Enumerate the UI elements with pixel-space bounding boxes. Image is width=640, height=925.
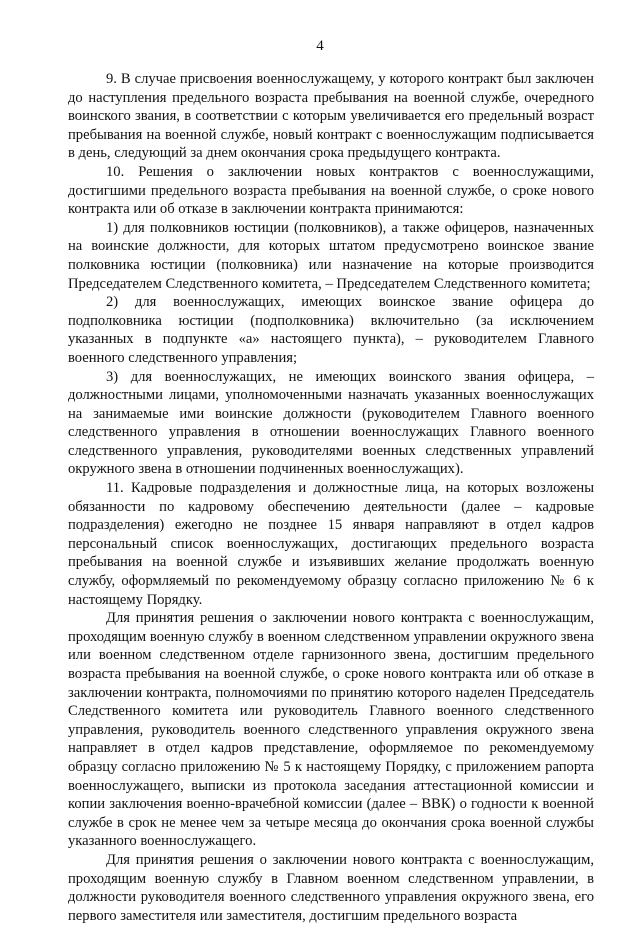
paragraph-9: 9. В случае присвоения военнослужащему, у которого контракт был заключен до наступления предельного возраста пребывания на военной службе, очередного воинского звания, в соответствии с которым увеличивается его предельный возраст пребывания на военной службе, новый контракт с военнослужащим подписывается в день, следующий за днем окончания срока предыдущего контракта.	[68, 71, 594, 162]
paragraph-11-part-3: Для принятия решения о заключении нового контракта с военнослужащим, проходящим военную службу в Главном военном следственном управлении, в должности руководителя военного следственного управления окружного звена, его первого заместителя или заместителя, достигшим предельного возраста	[68, 851, 594, 924]
paragraph-10-item-1: 1) для полковников юстиции (полковников), а также офицеров, назначенных на воинские должности, для которых штатом предусмотрено воинское звание полковника юстиции (полковника) или назначение на которые производится Председателем Следственного комитета, – Председателем Следственного комитета;	[68, 219, 594, 292]
paragraph-10-item-2: 2) для военнослужащих, имеющих воинское звание офицера до подполковника юстиции (подполковника) включительно (за исключением указанных в подпункте «а» настоящего пункта), – руководителем Главного военного следственного управления;	[68, 294, 594, 366]
document-body	[68, 70, 594, 925]
paragraph-10: 10. Решения о заключении новых контрактов с военнослужащими, достигшими предельного возраста пребывания на военной службе, о сроке нового контракта или об отказе в заключении контракта принимаются:	[68, 163, 594, 218]
paragraph-10-item-3: 3) для военнослужащих, не имеющих воинского звания офицера, – должностными лицами, уполномоченными назначать указанных военнослужащих на занимаемые ими воинские должности (руководителем Главного военного следственного управления в отношении военнослужащих Главного военного следственного управления, руководителями военных следственных управлений окружного звена в отношении подчиненных военнослужащих).	[68, 368, 594, 478]
paragraph-11: 11. Кадровые подразделения и должностные лица, на которых возложены обязанности по кадровому обеспечению деятельности (далее – кадровые подразделения) ежегодно не позднее 15 января направляют в отдел кадров персональный список военнослужащих, достигающих предельного возраста пребывания на военной службе и изъявивших желание продолжать военную службу, оформляемый по рекомендуемому образцу согласно приложению № 6 к настоящему Порядку.	[68, 480, 594, 608]
page-number: 4	[316, 38, 324, 54]
paragraph-11-part-2: Для принятия решения о заключении нового контракта с военнослужащим, проходящим военную службу в военном следственном управлении окружного звена или военном следственном отделе гарнизонного звена, достигшим предельного возраста пребывания на военной службе, о сроке нового контракта или об отказе в заключении контракта, полномочиями по принятию которого наделен Председатель Следственного комитета или руководитель Главного военного следственного управления, руководитель военного следственного управления окружного звена направляет в отдел кадров представление, оформляемое по рекомендуемому образцу согласно приложению № 5 к настоящему Порядку, с приложением рапорта военнослужащего, выписки из протокола заседания аттестационной комиссии и копии заключения военно-врачебной комиссии (далее – ВВК) о годности к военной службе в срок не менее чем за четыре месяца до окончания срока военной службы указанного военнослужащего.	[68, 610, 594, 850]
